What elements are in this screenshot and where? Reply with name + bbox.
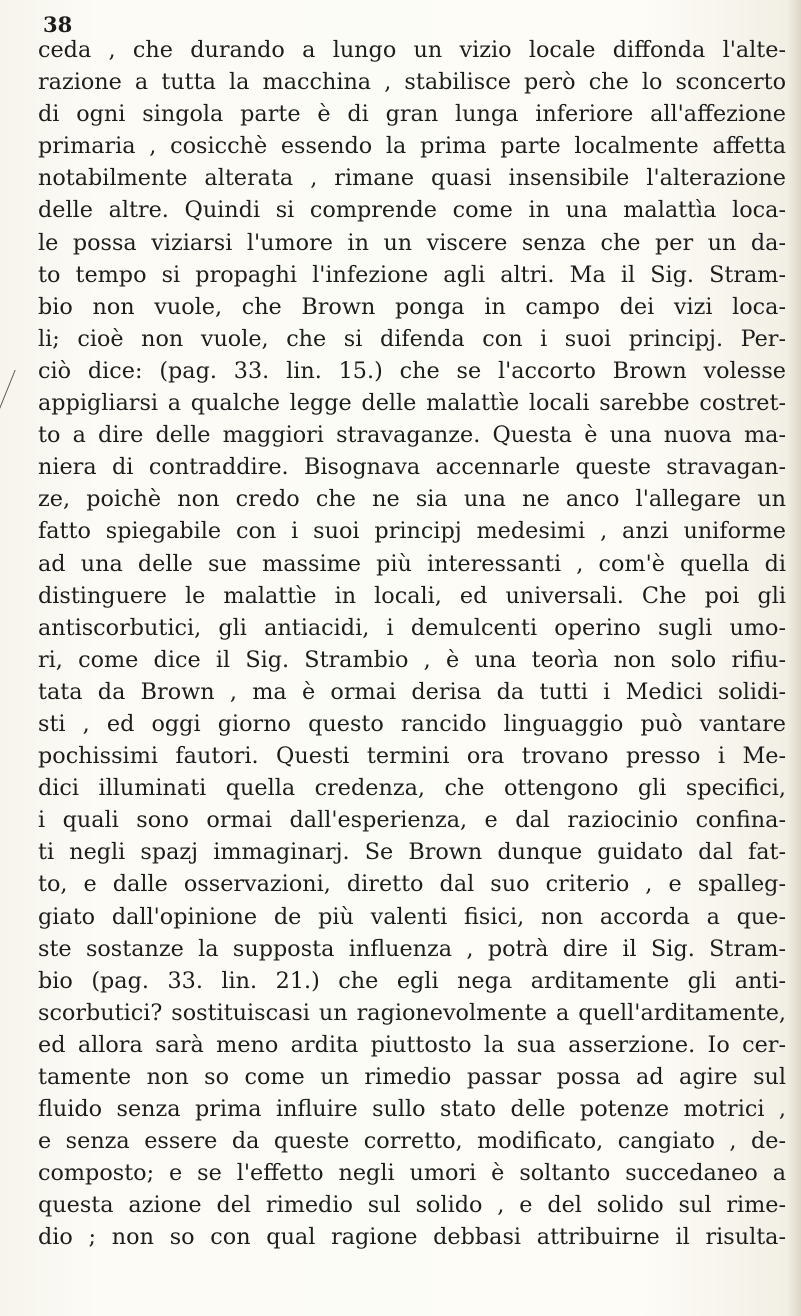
text-line: scorbutici? sostituiscasi un ragionevolmente a quell'arditamente, (38, 999, 786, 1026)
text-line: bio non vuole, che Brown ponga in campo dei vizi loca- (38, 293, 786, 320)
text-line: giato dall'opinione de più valenti fisici, non accorda a que- (38, 903, 786, 930)
text-line: dio ; non so con qual ragione debbasi attribuirne il risulta- (38, 1224, 786, 1251)
text-line: sti , ed oggi giorno questo rancido linguaggio può vantare (38, 710, 786, 737)
text-line: notabilmente alterata , rimane quasi insensibile l'alterazione (38, 165, 786, 192)
text-line: antiscorbutici, gli antiacidi, i demulcenti operino sugli umo- (38, 614, 786, 641)
page-edge-shadow (787, 0, 801, 1316)
text-line: ed allora sarà meno ardita piuttosto la sua asserzione. Io cer- (38, 1031, 786, 1058)
text-line: tamente non so come un rimedio passar possa ad agire sul (38, 1064, 786, 1090)
text-line: bio (pag. 33. lin. 21.) che egli nega arditamente gli anti- (38, 967, 786, 994)
body-text (38, 34, 786, 1254)
text-line: i quali sono ormai dall'esperienza, e dal raziocinio confina- (38, 807, 786, 834)
text-line: ceda , che durando a lungo un vizio locale diffonda l'alte- (38, 37, 786, 63)
page-number: 38 (43, 12, 73, 37)
text-line: ad una delle sue massime più interessanti , com'è quella di (38, 550, 786, 577)
margin-pencil-mark (0, 370, 30, 418)
text-line: ste sostanze la supposta influenza , potrà dire il Sig. Stram- (38, 935, 786, 962)
text-line: to, e dalle osservazioni, diretto dal suo criterio , e spalleg- (38, 871, 786, 898)
text-line: delle altre. Quindi si comprende come in una malattìa loca- (38, 197, 786, 224)
text-line: tata da Brown , ma è ormai derisa da tutti i Medici solidi- (38, 678, 786, 705)
text-line: pochissimi fautori. Questi termini ora trovano presso i Me- (38, 743, 786, 770)
text-line: distinguere le malattìe in locali, ed universali. Che poi gli (38, 582, 786, 609)
text-line: appigliarsi a qualche legge delle malattìe locali sarebbe costret- (38, 390, 786, 417)
text-line: dici illuminati quella credenza, che ottengono gli specifici, (38, 775, 786, 802)
text-line: ze, poichè non credo che ne sia una ne anco l'allegare un (38, 486, 786, 513)
text-line: fluido senza prima influire sullo stato delle potenze motrici , (38, 1096, 786, 1123)
text-line: to tempo si propaghi l'infezione agli altri. Ma il Sig. Stram- (38, 261, 786, 288)
text-line: ri, come dice il Sig. Strambio , è una teorìa non solo rifiu- (38, 646, 786, 673)
text-line: di ogni singola parte è di gran lunga inferiore all'affezione (38, 101, 786, 128)
text-line: niera di contraddire. Bisognava accennarle queste stravagan- (38, 454, 786, 481)
text-line: questa azione del rimedio sul solido , e del solido sul rime- (38, 1192, 786, 1219)
text-line: razione a tutta la macchina , stabilisce però che lo sconcerto (38, 69, 786, 96)
text-line: ciò dice: (pag. 33. lin. 15.) che se l'accorto Brown volesse (38, 357, 786, 384)
text-line: primaria , cosicchè essendo la prima parte localmente affetta (38, 133, 786, 160)
text-line: to a dire delle maggiori stravaganze. Questa è una nuova ma- (38, 422, 786, 449)
text-line: fatto spiegabile con i suoi principj medesimi , anzi uniforme (38, 518, 786, 545)
text-line: e senza essere da queste corretto, modificato, cangiato , de- (38, 1128, 786, 1155)
text-line: li; cioè non vuole, che si difenda con i suoi principj. Per- (38, 325, 786, 352)
text-line: composto; e se l'effetto negli umori è soltanto succedaneo a (38, 1160, 786, 1187)
text-line: le possa viziarsi l'umore in un viscere senza che per un da- (38, 229, 786, 256)
text-line: ti negli spazj immaginarj. Se Brown dunque guidato dal fat- (38, 839, 786, 866)
